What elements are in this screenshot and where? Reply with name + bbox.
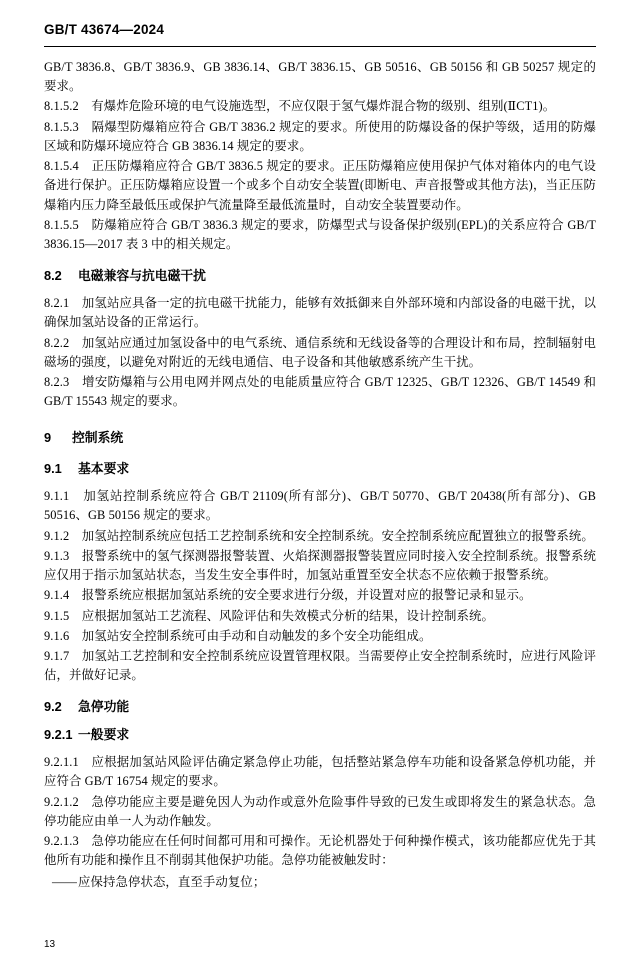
section-heading	[44, 460, 596, 478]
section-title: 急停功能	[78, 699, 130, 715]
paragraph: 9.1.1 加氢站控制系统应符合 GB/T 21109(所有部分)、GB/T 50770、GB/T 20438(所有部分)、GB 50516、GB 50156 规定的要求。	[44, 489, 596, 523]
section-number: 9	[44, 430, 52, 446]
paragraph: 9.1.6 加氢站安全控制系统可由手动和自动触发的多个安全功能组成。	[44, 628, 432, 643]
section-title: 控制系统	[72, 430, 124, 446]
section-title: 电磁兼容与抗电磁干扰	[78, 268, 206, 284]
page-header: GB/T 43674—2024	[44, 22, 165, 37]
dash-marker: ——	[52, 874, 77, 889]
paragraph: 8.1.5.2 有爆炸危险环境的电气设施选型，不应仅限于氢气爆炸混合物的级别、组别(ⅡCT1)。	[44, 99, 556, 114]
section-number: 9.1	[44, 461, 62, 477]
paragraph: 8.1.5.4 正压防爆箱应符合 GB/T 3836.5 规定的要求。正压防爆箱应使用保护气体对箱体内的电气设备进行保护。正压防爆箱应设置一个或多个自动安全装置(即断电、声音报警或其他方法)，当正压防爆箱内压力降至最低压或保护气流量降至最低流量时，自动安全装置要动作。	[44, 159, 596, 212]
paragraph: 9.1.3 报警系统中的氢气探测器报警装置、火焰探测器报警装置应同时接入安全控制系统。报警系统应仅用于指示加氢站状态，当发生安全事件时，加氢站重置至安全状态不应依赖于报警系统。	[44, 548, 596, 583]
section-heading	[44, 429, 596, 447]
paragraph: 8.2.3 增安防爆箱与公用电网并网点处的电能质量应符合 GB/T 12325、GB/T 12326、GB/T 14549 和 GB/T 15543 规定的要求。	[44, 374, 596, 409]
paragraph: GB/T 3836.8、GB/T 3836.9、GB 3836.14、GB/T 3836.15、GB 50516、GB 50156 和 GB 50257 规定的要求。	[44, 60, 596, 94]
section-number: 9.2	[44, 699, 62, 715]
section-heading	[44, 726, 596, 744]
paragraph: 8.2.1 加氢站应具备一定的抗电磁干扰能力，能够有效抵御来自外部环境和内部设备的电磁干扰，以确保加氢站设备的正常运行。	[44, 296, 596, 330]
list-item	[44, 873, 596, 892]
paragraph: 8.1.5.3 隔爆型防爆箱应符合 GB/T 3836.2 规定的要求。所使用的防爆设备的保护等级，适用的防爆区域和防爆环境应符合 GB 3836.14 规定的要求。	[44, 119, 596, 153]
header-divider	[44, 46, 596, 47]
page-number: 13	[44, 939, 56, 950]
list-item-label: 应保持急停状态，直至手动复位；	[78, 874, 266, 889]
section-number: 8.2	[44, 268, 62, 284]
paragraph: 9.1.5 应根据加氢站工艺流程、风险评估和失效模式分析的结果，设计控制系统。	[44, 608, 494, 623]
section-title: 一般要求	[78, 727, 130, 743]
paragraph: 9.1.2 加氢站控制系统应包括工艺控制系统和安全控制系统。安全控制系统应配置独立的报警系统。	[44, 528, 594, 543]
paragraph: 9.1.4 报警系统应根据加氢站系统的安全要求进行分级，并设置对应的报警记录和显示。	[44, 588, 532, 603]
section-number: 9.2.1	[44, 727, 73, 743]
paragraph: 9.2.1.2 急停功能应主要是避免因人为动作或意外危险事件导致的已发生或即将发生的紧急状态。急停功能应由单一人为动作触发。	[44, 794, 596, 828]
paragraph: 8.1.5.5 防爆箱应符合 GB/T 3836.3 规定的要求，防爆型式与设备保护级别(EPL)的关系应符合 GB/T 3836.15—2017 表 3 中的相关规定。	[44, 217, 596, 251]
section-title: 基本要求	[78, 461, 130, 477]
section-heading	[44, 698, 596, 716]
paragraph: 9.2.1.1 应根据加氢站风险评估确定紧急停止功能，包括整站紧急停车功能和设备紧急停机功能，并应符合 GB/T 16754 规定的要求。	[44, 755, 596, 789]
paragraph: 8.2.2 加氢站应通过加氢设备中的电气系统、通信系统和无线设备等的合理设计和布局，控制辐射电磁场的强度，以避免对附近的无线电通信、电子设备和其他敏感系统产生干扰。	[44, 335, 596, 369]
paragraph: 9.1.7 加氢站工艺控制和安全控制系统应设置管理权限。当需要停止安全控制系统时，应进行风险评估，并做好记录。	[44, 648, 596, 683]
section-heading	[44, 267, 596, 285]
paragraph: 9.2.1.3 急停功能应在任何时间都可用和可操作。无论机器处于何种操作模式，该功能都应优先于其他所有功能和操作且不削弱其他保护功能。急停功能被触发时：	[44, 834, 596, 868]
